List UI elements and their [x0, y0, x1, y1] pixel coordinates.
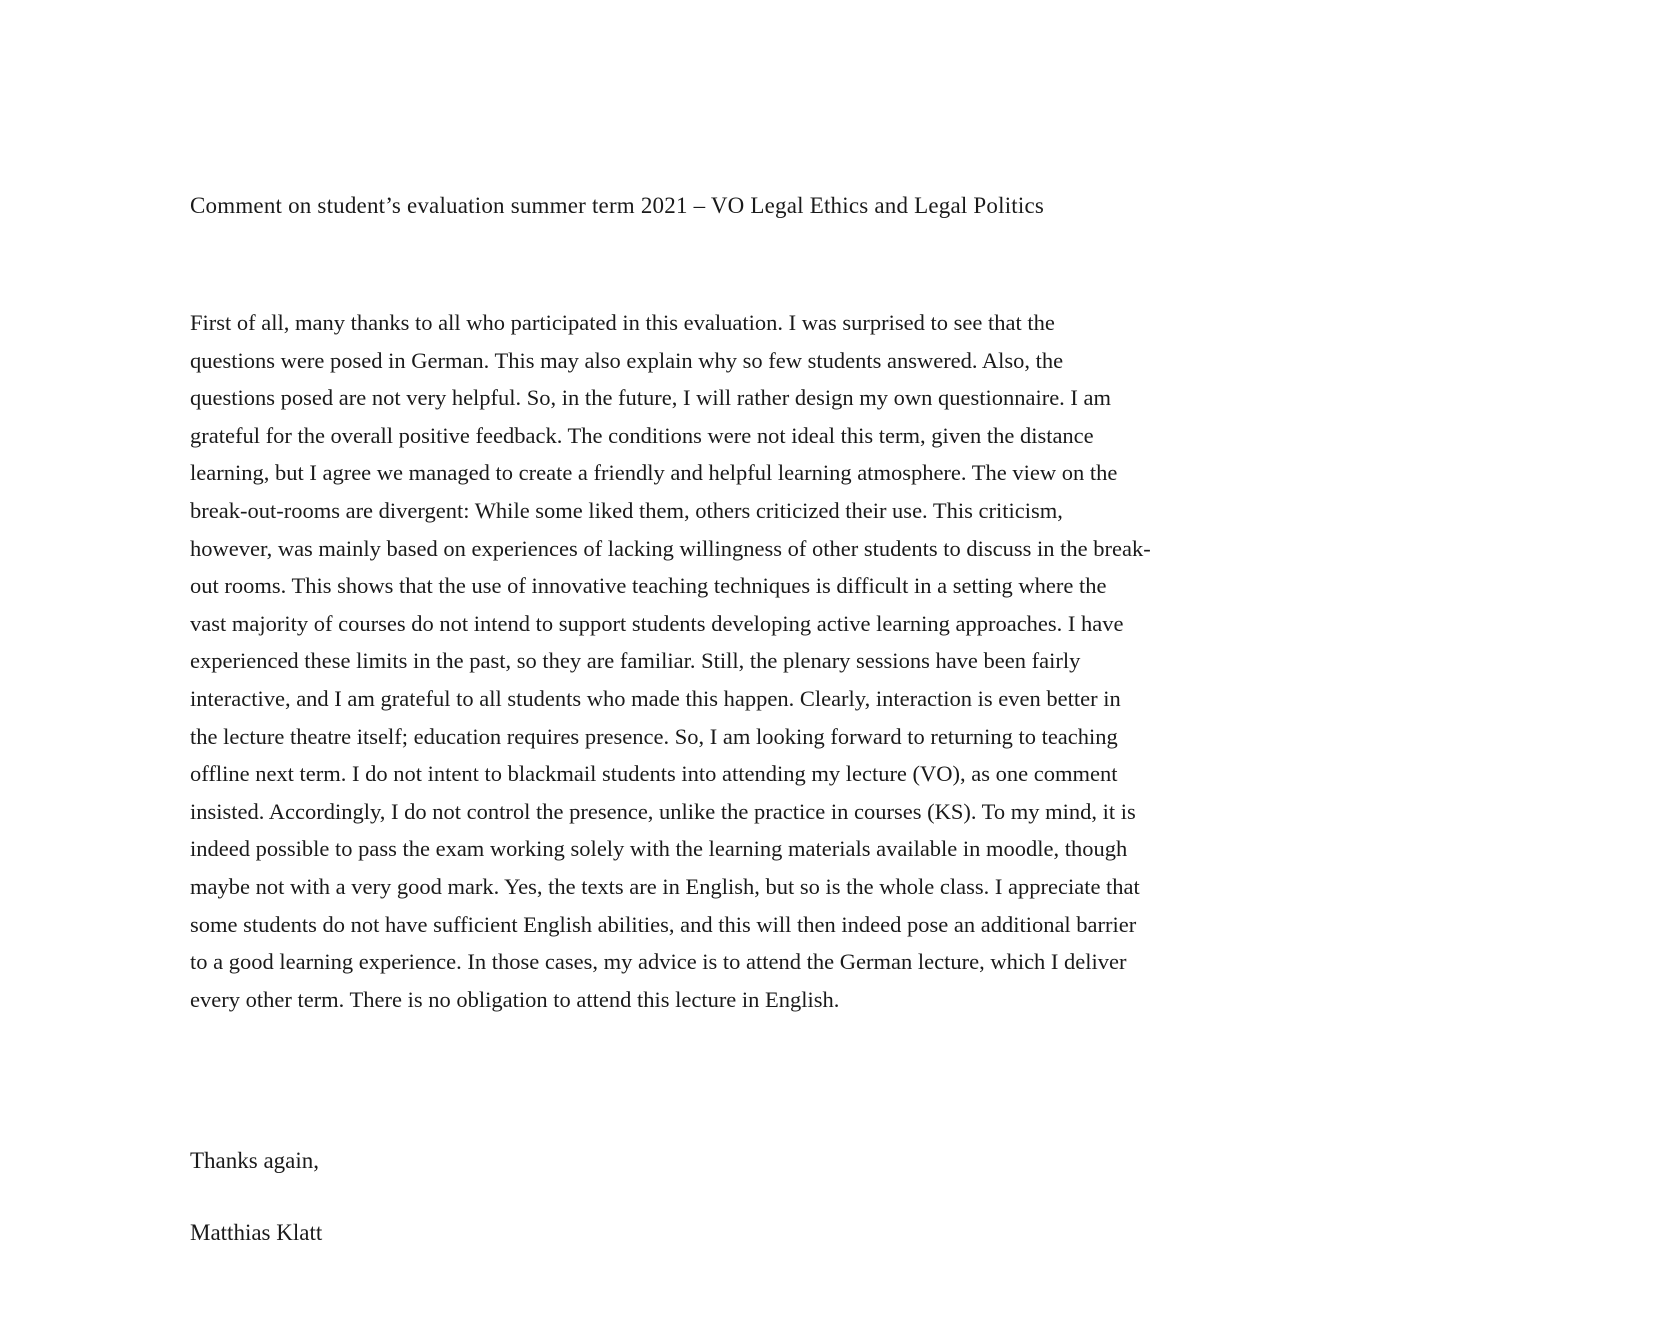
body-line: however, was mainly based on experiences of lacking willingness of other students to discuss in the break- [190, 535, 1151, 561]
body-line: questions were posed in German. This may also explain why so few students answered. Also, the [190, 347, 1064, 373]
body-line: break-out-rooms are divergent: While some liked them, others criticized their use. This criticism, [190, 497, 1063, 523]
body-line: maybe not with a very good mark. Yes, the texts are in English, but so is the whole class. I appreciate that [190, 873, 1140, 899]
body-line: offline next term. I do not intent to blackmail students into attending my lecture (VO), as one comment [190, 761, 1118, 787]
closing-line: Thanks again, [190, 1148, 320, 1173]
body-line: experienced these limits in the past, so they are familiar. Still, the plenary sessions have been fairly [190, 648, 1081, 674]
body-line: interactive, and I am grateful to all students who made this happen. Clearly, interaction is even better in [190, 685, 1121, 711]
body-line: some students do not have sufficient English abilities, and this will then indeed pose an additional barrier [190, 911, 1137, 937]
body-line: insisted. Accordingly, I do not control the presence, unlike the practice in courses (KS). To my mind, it is [190, 798, 1136, 824]
document-title: Comment on student’s evaluation summer term 2021 – VO Legal Ethics and Legal Politics [190, 193, 1045, 218]
document-body [190, 304, 1151, 1018]
body-line: the lecture theatre itself; education requires presence. So, I am looking forward to returning to teaching [190, 723, 1118, 749]
body-line: vast majority of courses do not intend to support students developing active learning approaches. I have [190, 610, 1124, 636]
body-line: out rooms. This shows that the use of innovative teaching techniques is difficult in a setting where the [190, 573, 1107, 599]
signature-name: Matthias Klatt [190, 1220, 323, 1245]
body-line: questions posed are not very helpful. So, in the future, I will rather design my own questionnaire. I am [190, 385, 1112, 411]
body-line: grateful for the overall positive feedback. The conditions were not ideal this term, given the distance [190, 422, 1094, 448]
body-line: learning, but I agree we managed to create a friendly and helpful learning atmosphere. The view on the [190, 460, 1118, 486]
body-line: to a good learning experience. In those cases, my advice is to attend the German lecture, which I deliver [190, 949, 1127, 975]
body-line: First of all, many thanks to all who participated in this evaluation. I was surprised to see that the [190, 310, 1055, 335]
body-line: every other term. There is no obligation to attend this lecture in English. [190, 986, 840, 1012]
body-line: indeed possible to pass the exam working solely with the learning materials available in moodle, though [190, 836, 1128, 862]
